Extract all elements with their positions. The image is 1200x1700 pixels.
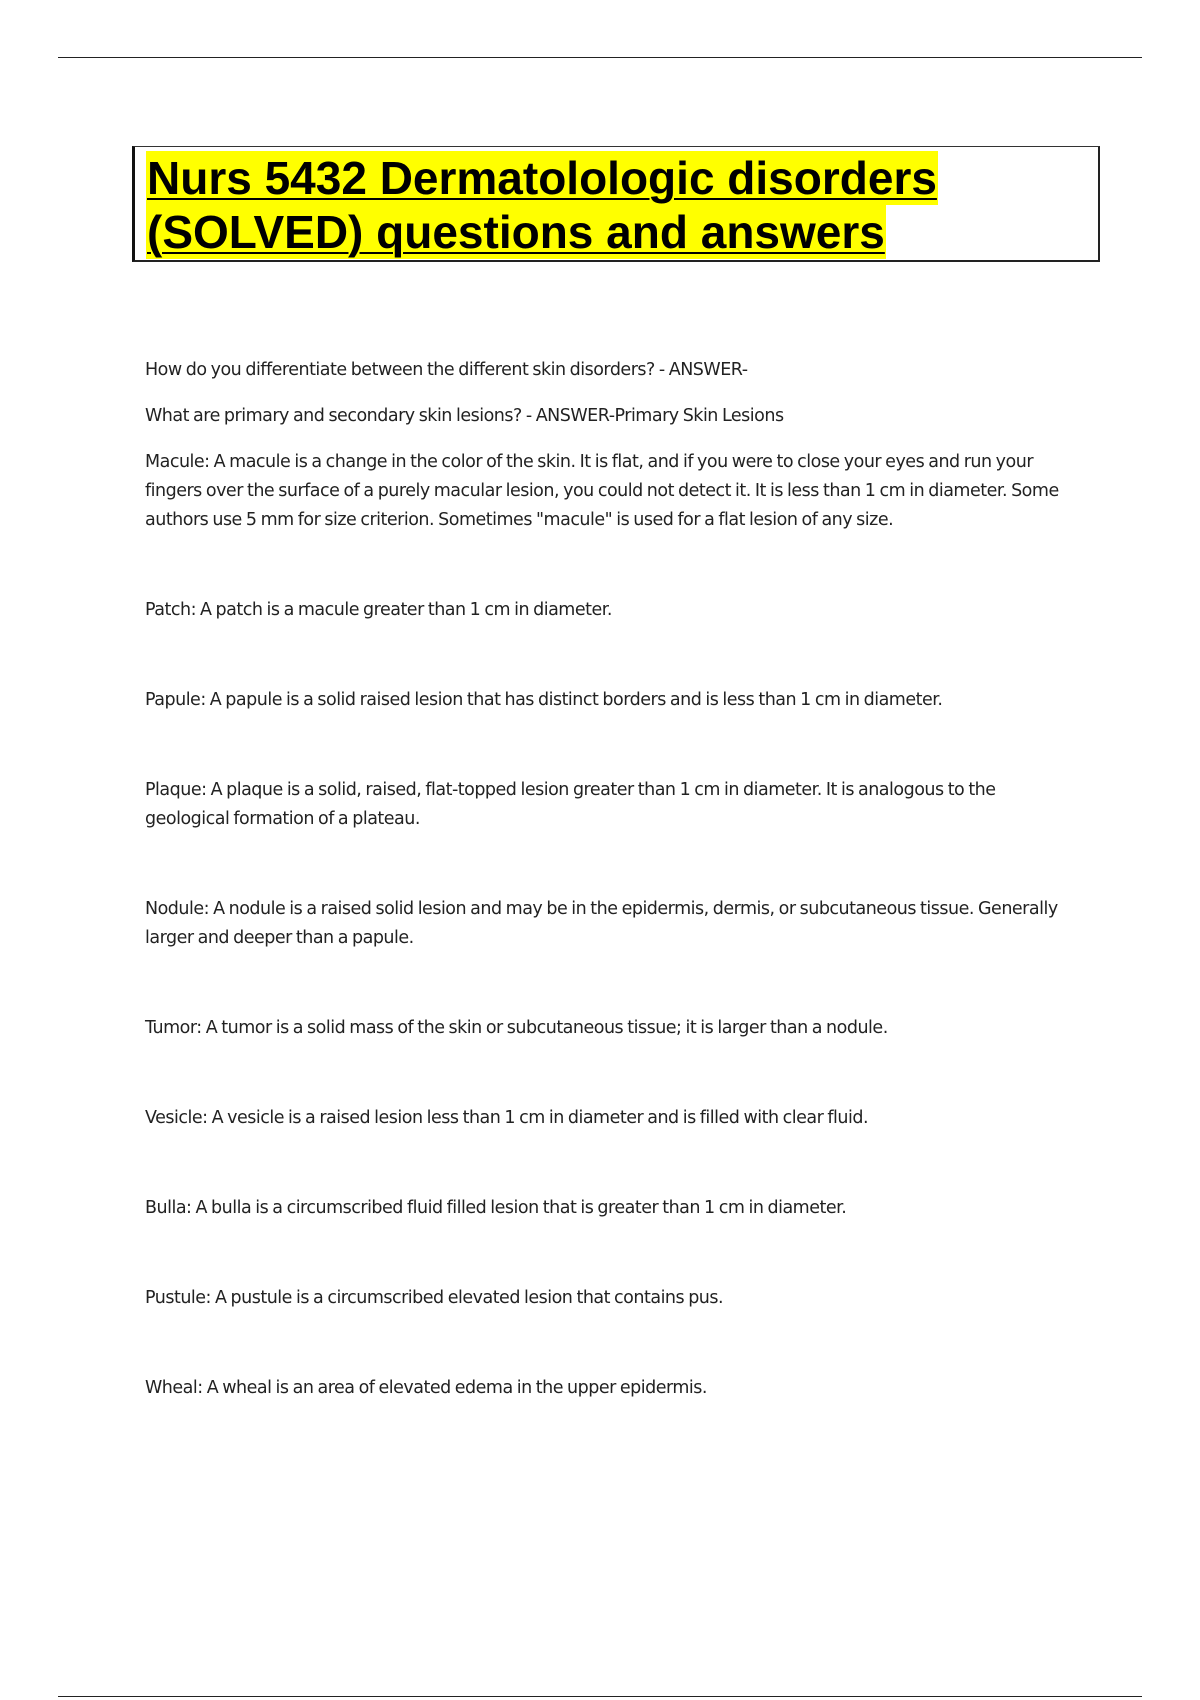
definition-patch: Patch: A patch is a macule greater than 1 cm in diameter. [145, 600, 612, 620]
document-body [145, 356, 1065, 1403]
title-box [132, 146, 1100, 262]
question-primary-secondary: What are primary and secondary skin lesions? - ANSWER-Primary Skin Lesions [145, 406, 784, 426]
question-differentiate: How do you differentiate between the different skin disorders? - ANSWER- [145, 360, 748, 380]
document-title-line-2: (SOLVED) questions and answers [147, 206, 885, 258]
definition-pustule: Pustule: A pustule is a circumscribed elevated lesion that contains pus. [145, 1288, 724, 1308]
definition-bulla: Bulla: A bulla is a circumscribed fluid filled lesion that is greater than 1 cm in diameter. [145, 1198, 847, 1218]
definition-tumor: Tumor: A tumor is a solid mass of the skin or subcutaneous tissue; it is larger than a nodule. [145, 1018, 888, 1038]
definition-plaque: Plaque: A plaque is a solid, raised, flat-topped lesion greater than 1 cm in diameter. It is analogous to the geological formation of a plateau. [145, 780, 996, 829]
header-rule [58, 57, 1142, 58]
document-title-line-1: Nurs 5432 Dermatolologic disorders [147, 152, 937, 204]
definition-macule: Macule: A macule is a change in the color of the skin. It is flat, and if you were to close your eyes and run your fingers over the surface of a purely macular lesion, you could not detect it. It is less than 1 cm in diameter. Some authors use 5 mm for size criterion. Sometimes "macule" is used for a flat lesion of any size. [145, 452, 1059, 530]
definition-papule: Papule: A papule is a solid raised lesion that has distinct borders and is less than 1 cm in diameter. [145, 690, 943, 710]
definition-vesicle: Vesicle: A vesicle is a raised lesion less than 1 cm in diameter and is filled with clear fluid. [145, 1108, 869, 1128]
definition-nodule: Nodule: A nodule is a raised solid lesion and may be in the epidermis, dermis, or subcutaneous tissue. Generally larger and deeper than a papule. [145, 899, 1058, 948]
footer-rule [58, 1696, 1142, 1697]
definition-wheal: Wheal: A wheal is an area of elevated edema in the upper epidermis. [145, 1378, 707, 1398]
